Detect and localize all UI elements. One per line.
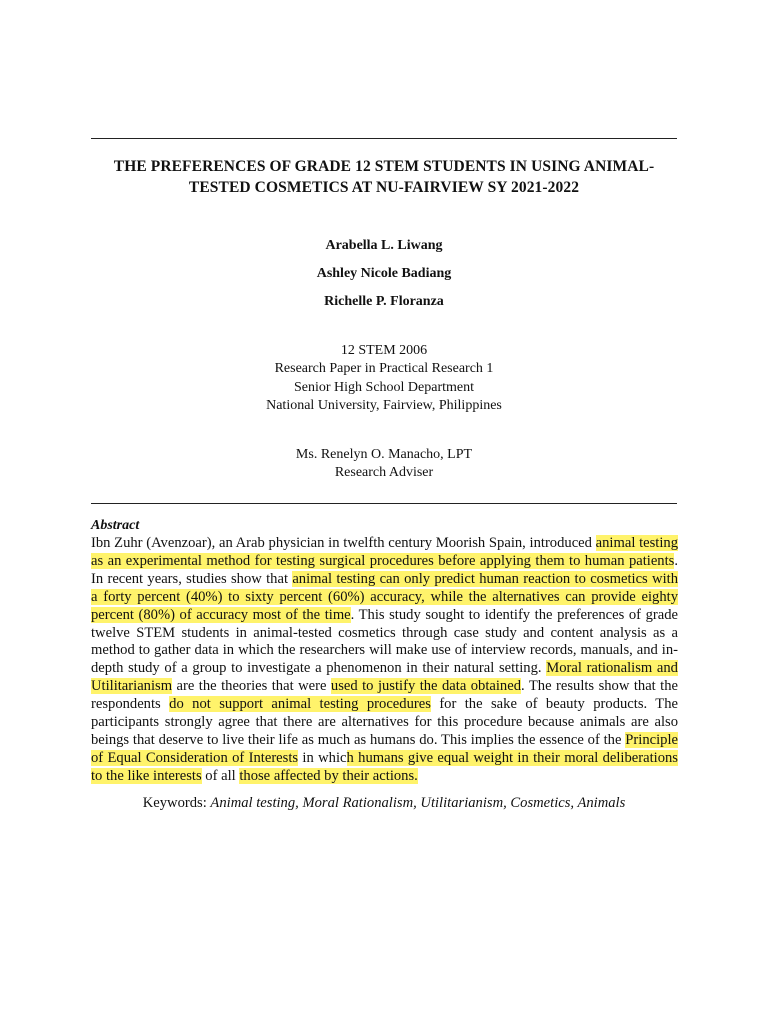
highlighted-text: used to justify the data obtained (330, 678, 522, 695)
adviser-name: Ms. Renelyn O. Manacho, LPT (295, 447, 473, 462)
abstract-text: Ibn Zuhr (Avenzoar), an Arab physician in twelfth century Moorish Spain, introduced (91, 535, 596, 551)
affiliation-line: 12 STEM 2006 (340, 343, 428, 358)
highlighted-text: those affected by their actions. (239, 767, 418, 784)
abstract-text: . In recent years, studies show that (91, 552, 678, 587)
author-name: Arabella L. Liwang (325, 238, 443, 253)
author-name: Ashley Nicole Badiang (316, 266, 452, 281)
abstract-text: in whic (298, 749, 347, 766)
title-line-1: THE PREFERENCES OF GRADE 12 STEM STUDENTS IN USING ANIMAL- (113, 158, 655, 175)
adviser-role: Research Adviser (334, 465, 434, 481)
abstract-heading: Abstract (91, 518, 140, 533)
abstract-text: . This study sought to identify the preferences of grade twelve STEM students in animal-tested cosmetics through case study and content analysis as a method to gather data in which the researchers will make use of interview records, manuals, and in-depth study of a group to investigate a phenomenon in their natural setting. (91, 606, 678, 677)
abstract-text: . The results show that the respondents (91, 678, 679, 713)
adviser-block (0, 446, 768, 483)
affiliation-line: National University, Fairview, Philippines (266, 397, 502, 413)
affiliation-line: Research Paper in Practical Research 1 (274, 361, 494, 377)
abstract-text: for the sake of beauty products. The participants strongly agree that there are alternatives for this procedure because animals are also beings that deserve to live their life as much as humans do. This implies the essence of the (91, 696, 678, 748)
middle-divider (91, 503, 677, 504)
paper-title (80, 156, 688, 198)
keywords-label: Keywords: (142, 795, 211, 811)
affiliation-block (0, 342, 768, 415)
highlighted-text: animal testing can only predict human reaction to cosmetics with a forty percent (40%) to sixty percent (60%) accuracy, while the alternatives can provide eighty percent (80%) of accuracy most of the time (91, 570, 678, 623)
abstract-text: of all (201, 767, 240, 784)
affiliation-line: Senior High School Department (293, 379, 475, 395)
keywords-list: Animal testing, Moral Rationalism, Utilitarianism, Cosmetics, Animals (210, 795, 626, 811)
highlighted-text: Moral rationalism and Utilitarianism (91, 660, 678, 695)
highlighted-text: h humans give equal weight in their moral deliberations to the like interests (91, 749, 678, 784)
abstract-text: are the theories that were (172, 678, 331, 695)
title-line-2: TESTED COSMETICS AT NU-FAIRVIEW SY 2021-2022 (188, 179, 580, 196)
top-divider (91, 138, 677, 139)
highlighted-text: Principle of Equal Consideration of Interests (91, 731, 678, 766)
highlighted-text: do not support animal testing procedures (169, 696, 431, 713)
author-name: Richelle P. Floranza (324, 294, 444, 309)
highlighted-text: animal testing as an experimental method for testing surgical procedures before applying them to human patients (91, 535, 678, 569)
author-list (0, 238, 768, 322)
abstract-body (91, 535, 678, 786)
keywords-line (0, 795, 768, 812)
